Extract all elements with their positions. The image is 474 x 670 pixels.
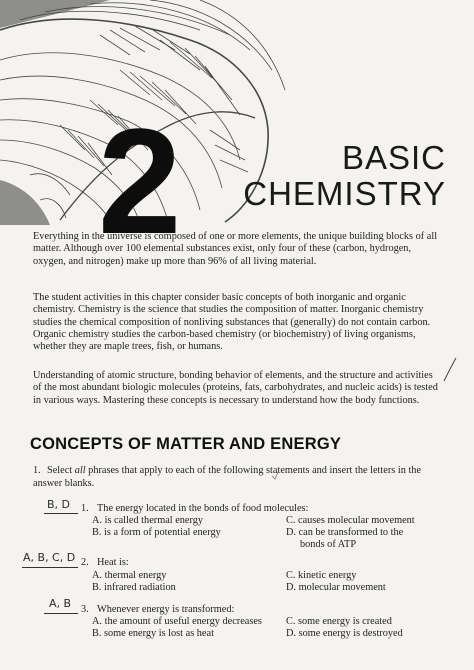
instruction-emphasis: all — [74, 465, 86, 476]
question-2-option-c: C. kinetic energy — [286, 570, 357, 581]
question-3-option-a: A. the amount of useful energy decreases — [92, 616, 262, 627]
answer-blank-2-text[interactable]: A, B, C, D — [23, 551, 76, 564]
exercise-instruction — [33, 465, 433, 490]
question-2-option-d: D. molecular movement — [286, 582, 386, 593]
question-1-option-c: C. causes molecular movement — [286, 515, 415, 526]
instruction-text-b: phrases that apply to each of the following statements and insert the letters in the answer blanks. — [33, 465, 422, 489]
question-2-option-b: B. infrared radiation — [92, 582, 176, 593]
pen-tick-icon — [270, 470, 280, 482]
instruction-number: 1. — [33, 465, 41, 476]
question-2-number: 2. — [81, 557, 89, 568]
question-3-option-c: C. some energy is created — [286, 616, 392, 627]
instruction-text-a: Select — [47, 465, 75, 476]
chapter-title-line-2: CHEMISTRY — [243, 175, 446, 212]
answer-blank-1 — [44, 512, 78, 514]
question-2-stem: Heat is: — [97, 557, 129, 568]
chapter-title — [243, 140, 446, 212]
intro-paragraph-1: Everything in the universe is composed of one or more elements, the unique building blocks of all matter. Although over 100 elemental substances exist, only four of these (carbon, hydrogen, oxygen, and nitrogen) make up more than 96% of all living material. — [33, 231, 438, 267]
section-heading: CONCEPTS OF MATTER AND ENERGY — [30, 435, 342, 453]
question-1-option-a: A. is called thermal energy — [92, 515, 204, 526]
question-1-option-d: D. can be transformed to the — [286, 527, 404, 538]
intro-paragraph-3: Understanding of atomic structure, bonding behavior of elements, and the structure and activities of the most abundant biologic molecules (proteins, fats, carbohydrates, and nucleic acids) is tested in various ways. Mastering these concepts is necessary to understand how the body functions. — [33, 370, 438, 406]
chapter-number: 2 — [98, 97, 178, 265]
answer-blank-2 — [22, 566, 78, 568]
question-1-option-d-cont: bonds of ATP — [300, 539, 357, 550]
question-3-option-b: B. some energy is lost as heat — [92, 628, 214, 639]
answer-blank-1-text[interactable]: B, D — [47, 498, 71, 511]
question-1-stem: The energy located in the bonds of food molecules: — [97, 503, 309, 514]
answer-blank-3-text[interactable]: A, B — [49, 597, 72, 610]
pen-mark-icon — [440, 355, 460, 385]
question-3-number: 3. — [81, 604, 89, 615]
answer-blank-3 — [44, 612, 78, 614]
question-3-option-d: D. some energy is destroyed — [286, 628, 403, 639]
intro-paragraph-2: The student activities in this chapter consider basic concepts of both inorganic and organic chemistry. Chemistry is the science that studies the composition of matter. Inorganic chemistry studies the chemical composition of nonliving substances that (generally) do not contain carbon. Organic chemistry studies the carbon-based chemistry (or biochemistry) of living organisms, whether they are maple trees, fish, or humans. — [33, 292, 431, 353]
question-3-stem: Whenever energy is transformed: — [97, 604, 235, 615]
chapter-title-line-1: BASIC — [341, 139, 446, 176]
question-2-option-a: A. thermal energy — [92, 570, 167, 581]
question-1-option-b: B. is a form of potential energy — [92, 527, 221, 538]
question-1-number: 1. — [81, 503, 89, 514]
